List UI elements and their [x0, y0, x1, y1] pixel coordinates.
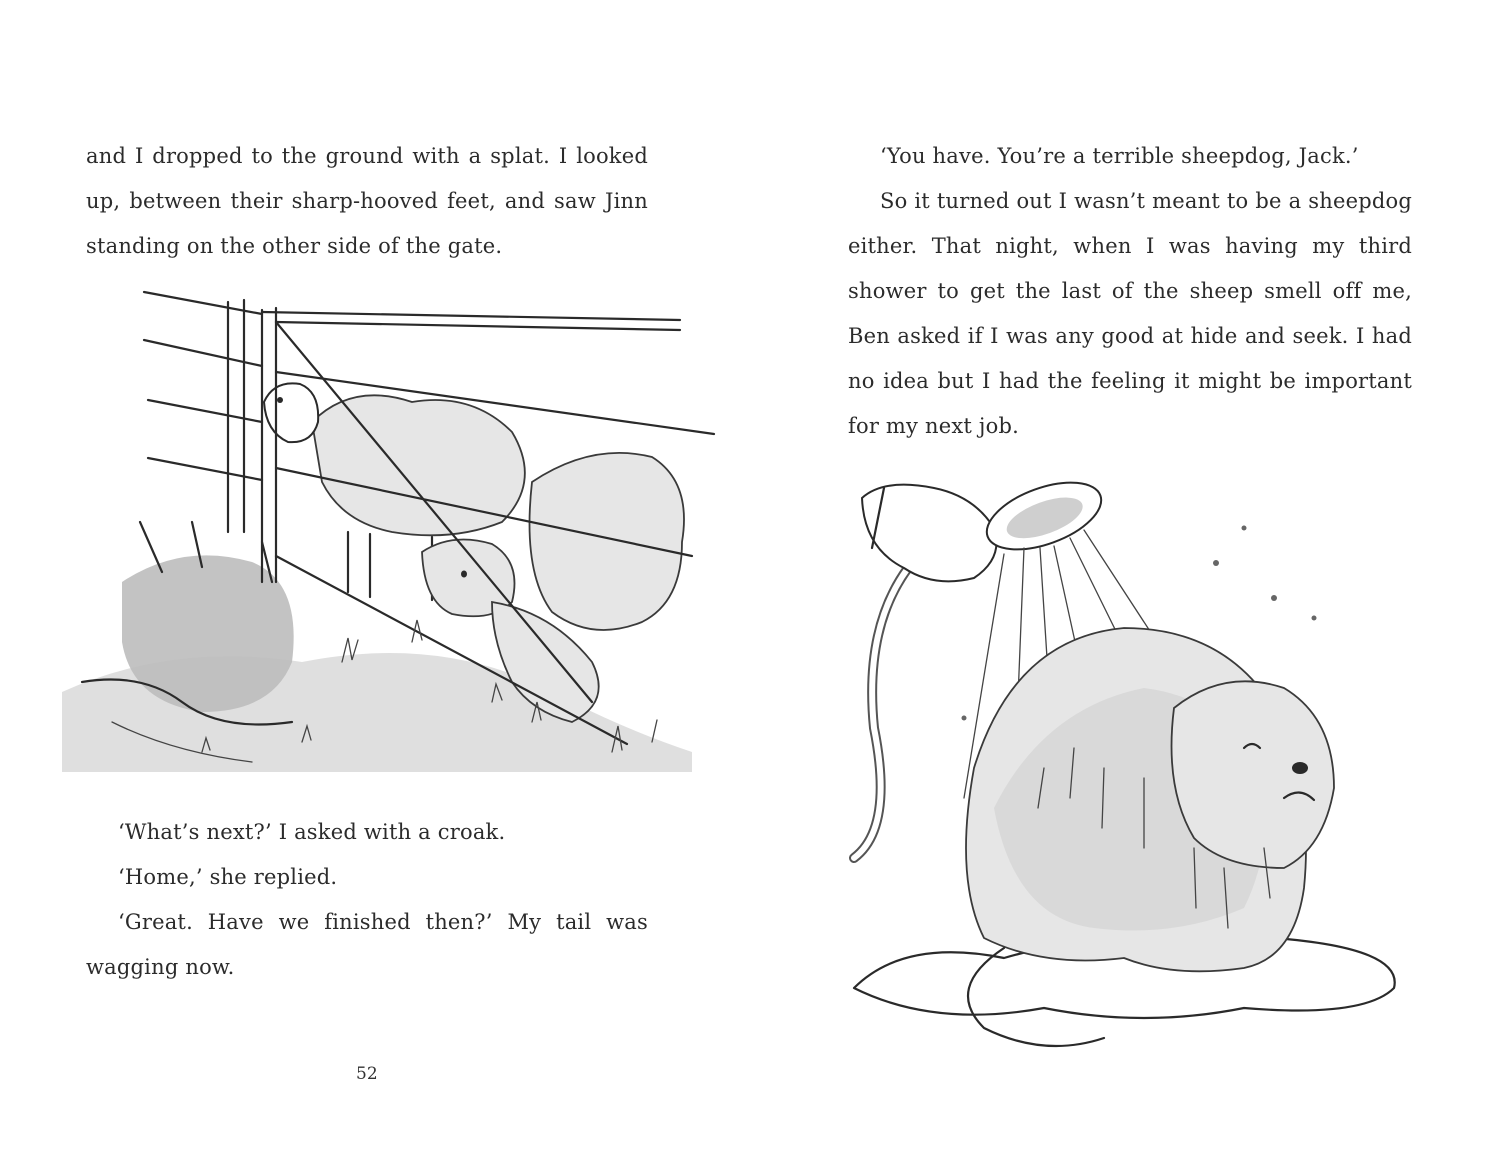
paragraph-whats-next: ‘What’s next?’ I asked with a croak.: [118, 820, 506, 844]
paragraph-great: ‘Great. Have we finished then?’ My tail was wagging now.: [86, 910, 648, 979]
illustration-sheep-gate: [52, 282, 717, 772]
paragraph-terrible-sheepdog: ‘You have. You’re a terrible sheepdog, Jack.’: [880, 144, 1359, 168]
page-number: 52: [356, 1064, 378, 1084]
paragraph-shower: So it turned out I wasn’t meant to be a sheepdog either. That night, when I was having my third shower to get the last of the sheep smell off me, Ben asked if I was any good at hide and seek. I had no idea but I had the feeling it might be important for my next job.: [848, 189, 1412, 438]
paragraph-opening: and I dropped to the ground with a splat. I looked up, between their sharp-hooved feet, and saw Jinn standing on the other side of the gate.: [86, 144, 648, 258]
illustration-dog-shower: [844, 468, 1424, 1058]
paragraph-home: ‘Home,’ she replied.: [118, 865, 338, 889]
right-page: [750, 0, 1500, 1151]
